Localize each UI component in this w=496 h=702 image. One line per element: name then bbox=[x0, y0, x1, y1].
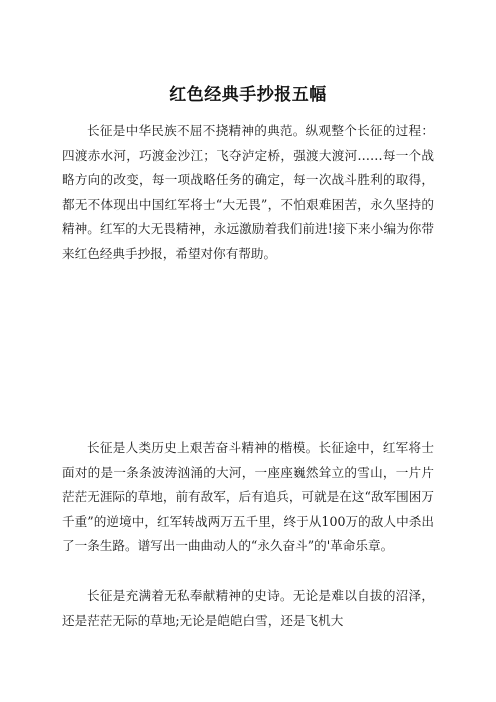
paragraph-intro: 长征是中华民族不屈不挠精神的典范。纵观整个长征的过程：四渡赤水河，巧渡金沙江；飞夺泸定桥，强渡大渡河……每一个战略方向的改变，每一项战略任务的确定，每一次战斗胜利的取得，都无不体现出中国红军将士“大无畏”，不怕艰难困苦，永久坚持的精神。红军的大无畏精神，永远激励着我们前进!接下来小编为你带来红色经典手抄报，希望对你有帮助。 bbox=[62, 123, 434, 261]
paragraph-devotion: 长征是充满着无私奉献精神的史诗。无论是难以自拔的沼泽，还是茫茫无际的草地;无论是皑皑白雪，还是飞机大 bbox=[62, 588, 434, 628]
document-title: 红色经典手抄报五幅 bbox=[169, 85, 327, 105]
paragraph-hardship: 长征是人类历史上艰苦奋斗精神的楷模。长征途中，红军将士面对的是一条条波涛汹涌的大河，一座座巍然耸立的雪山，一片片茫茫无涯际的草地，前有敌军，后有追兵，可就是在这“敌军围困万千重”的逆境中，红军转战两万五千里，终于从100万的敌人中杀出了一条生路。谱写出一曲曲动人的“永久奋斗”的'革命乐章。 bbox=[62, 440, 434, 554]
